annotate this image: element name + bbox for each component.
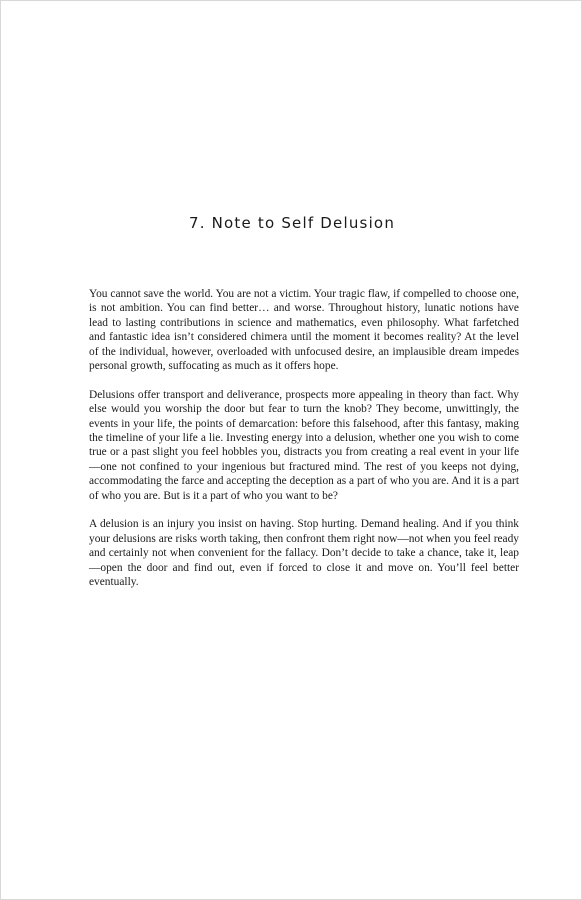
chapter-title: 7. Note to Self Delusion	[188, 214, 396, 232]
paragraph: You cannot save the world. You are not a victim. Your tragic flaw, if compelled to choose one, is not ambition. You can find better… and worse. Throughout history, lunatic notions have lead to lasting contributions in science and mathematics, even philosophy. What farfetched and fantastic idea isn’t considered chimera until the moment it becomes reality? At the level of the individual, however, overloaded with unfocused desire, an implausible dream impedes personal growth, suffocating as much as it offers hope.	[89, 288, 519, 373]
paragraph: Delusions offer transport and deliverance, prospects more appealing in theory than fact. Why else would you worship the door but fear to turn the knob? They become, unwittingly, the events in your life, the points of demarcation: before this falsehood, after this fantasy, making the timeline of your life a lie. Investing energy into a delusion, whether one you wish to come true or a past slight you feel hobbles you, distracts you from creating a real event in your life—one not confined to your ingenious but fractured mind. The rest of you keeps not dying, accommodating the farce and accepting the deception as a part of who you are. And it is a part of who you are. But is it a part of who you want to be?	[89, 388, 519, 502]
paragraph: A delusion is an injury you insist on having. Stop hurting. Demand healing. And if you think your delusions are risks worth taking, then confront them right now—not when you feel ready and certainly not when convenient for the fallacy. Don’t decide to take a chance, take it, leap—open the door and find out, even if forced to close it and move on. You’ll feel better eventually.	[89, 518, 519, 589]
chapter-body	[89, 287, 519, 604]
